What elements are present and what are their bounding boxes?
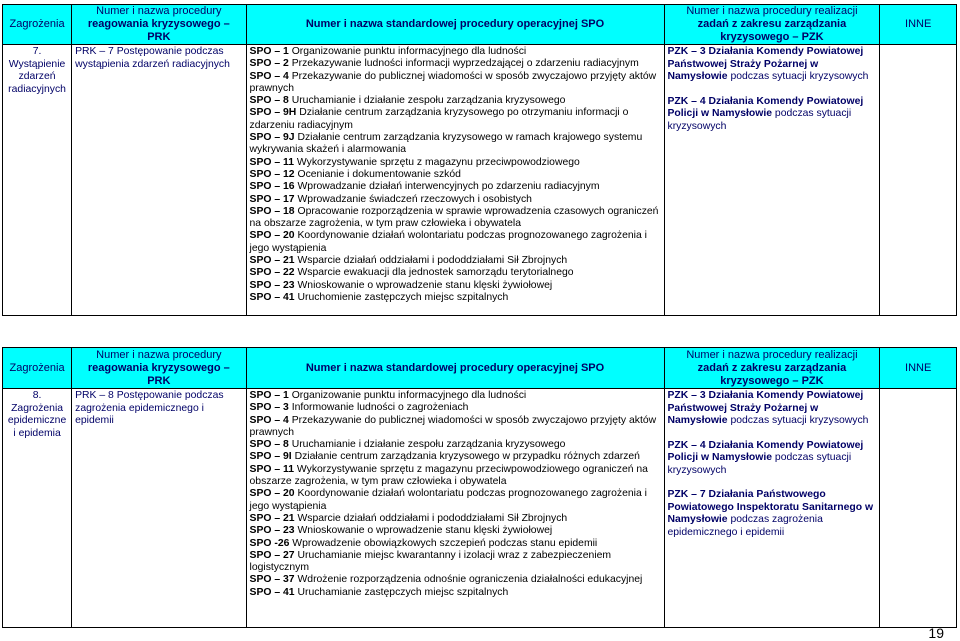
spo-item [250, 550, 661, 575]
table-row [3, 45, 957, 316]
pzk-item [668, 96, 877, 134]
spo-text: Wsparcie ewakuacji dla jednostek samorządu terytorialnego [294, 267, 574, 279]
page-number: 19 [928, 625, 944, 641]
zagrozenie-cell: 7. Wystąpienie zdarzeń radiacyjnych [3, 45, 72, 316]
spo-code: SPO – 21 [249, 255, 295, 267]
spo-item [250, 255, 661, 267]
spo-text: Uruchomienie zastępczych miejsc szpitalnych [294, 291, 509, 303]
spo-code: SPO – 3 [249, 402, 289, 414]
spo-code: SPO – 23 [249, 279, 295, 291]
spo-text: Ocenianie i dokumentowanie szkód [294, 168, 461, 180]
spo-text: Przekazywanie do publicznej wiadomości w sposób zwyczajowo przyjęty aktów prawnych [249, 70, 657, 94]
header-row [3, 5, 957, 45]
pzk-text: podczas sytuacji kryzysowych [667, 108, 852, 132]
spo-code: SPO -26 [249, 537, 290, 549]
spo-item [250, 46, 661, 58]
spo-text: Wnioskowanie o wprowadzenie stanu klęski żywiołowej [294, 279, 553, 291]
table-row [3, 389, 957, 628]
spo-code: SPO – 18 [249, 205, 295, 217]
header-pzk: Numer i nazwa procedury realizacji zadań z zakresu zarządzania kryzysowego – PZK [664, 348, 880, 389]
spo-item [250, 230, 661, 255]
spo-item [250, 439, 661, 451]
spo-item [250, 538, 661, 550]
header-inne: INNE [880, 348, 957, 389]
spo-code: SPO – 2 [249, 58, 289, 70]
pzk-cell [664, 45, 880, 316]
pzk-title: PZK – 3 Działania Komendy Powiatowej Państwowej Straży Pożarnej w Namysłowie [667, 390, 864, 426]
spo-item [250, 488, 661, 513]
spo-text: Uruchamianie i działanie zespołu zarządzania kryzysowego [288, 95, 566, 107]
spo-item [250, 402, 661, 414]
pzk-text: podczas zagrożenia epidemicznego i epidemii [667, 514, 823, 538]
spo-code: SPO – 4 [249, 414, 289, 426]
pzk-cell [664, 389, 880, 628]
spo-item [250, 513, 661, 525]
inne-cell [880, 45, 957, 316]
spo-code: SPO – 4 [249, 70, 289, 82]
spo-item [250, 95, 661, 107]
spo-text: Koordynowanie działań wolontariatu podczas prognozowanego zagrożenia i jego wystąpienia [249, 230, 647, 254]
pzk-item [668, 440, 877, 478]
spo-code: SPO – 27 [249, 549, 295, 561]
spo-code: SPO – 9J [249, 132, 295, 144]
spo-code: SPO – 8 [249, 95, 289, 107]
spo-text: Działanie centrum zarządzania kryzysowego po otrzymaniu informacji o zdarzeniu radiacyjnym [249, 107, 629, 131]
spo-item [250, 206, 661, 231]
spo-code: SPO – 20 [249, 230, 295, 242]
procedures-table-epidemic [2, 347, 957, 628]
spo-item [250, 107, 661, 132]
spo-text: Wsparcie działań oddziałami i pododdziałami Sił Zbrojnych [294, 255, 568, 267]
inne-cell [880, 389, 957, 628]
spo-item [250, 415, 661, 440]
pzk-item [668, 489, 877, 539]
spo-item [250, 390, 661, 402]
pzk-title: PZK – 4 Działania Komendy Powiatowej Policji w Namysłowie [667, 95, 864, 119]
prk-cell: PRK – 8 Postępowanie podczas zagrożenia epidemicznego i epidemii [72, 389, 246, 628]
procedures-table-radiation [2, 4, 957, 316]
spo-cell [246, 389, 664, 628]
spo-text: Opracowanie rozporządzenia w sprawie wprowadzenia czasowych ograniczeń na obszarze zagrożenia, w tym praw człowieka i obywatela [249, 205, 659, 230]
spo-item [250, 525, 661, 537]
spo-text: Przekazywanie do publicznej wiadomości w sposób zwyczajowo przyjęty aktów prawnych [249, 414, 657, 438]
spo-code: SPO – 16 [249, 181, 295, 193]
pzk-item [668, 46, 877, 84]
spo-code: SPO – 11 [249, 156, 295, 168]
spo-text: Organizowanie punktu informacyjnego dla ludności [288, 390, 527, 401]
spo-item [250, 451, 661, 463]
spo-code: SPO – 8 [249, 439, 289, 451]
spo-text: Wykorzystywanie sprzętu z magazynu przeciwpowodziowego ograniczeń na obszarze zagrożenia, w tym praw człowieka i obywatela [249, 463, 648, 488]
spo-item [250, 58, 661, 70]
spo-text: Organizowanie punktu informacyjnego dla ludności [288, 46, 527, 57]
pzk-text: podczas sytuacji kryzysowych [667, 452, 852, 476]
spo-code: SPO – 9H [249, 107, 297, 119]
spo-text: Informowanie ludności o zagrożeniach [288, 402, 469, 414]
spo-item [250, 280, 661, 292]
spo-code: SPO – 41 [249, 586, 295, 598]
spo-code: SPO – 12 [249, 168, 295, 180]
spo-item [250, 169, 661, 181]
spo-item [250, 574, 661, 586]
spo-text: Wykorzystywanie sprzętu z magazynu przeciwpowodziowego [294, 156, 580, 168]
spo-code: SPO – 11 [249, 463, 295, 475]
zagrozenie-cell: 8. Zagrożenia epidemiczne i epidemia [3, 389, 72, 628]
prk-cell: PRK – 7 Postępowanie podczas wystąpienia zdarzeń radiacyjnych [72, 45, 246, 316]
spo-code: SPO – 21 [249, 512, 295, 524]
pzk-title: PZK – 7 Działania Państwowego Powiatowego Inspektoratu Sanitarnego w Namysłowie [667, 489, 874, 525]
spo-text: Uruchamianie miejsc kwarantanny i izolacji wraz z zabezpieczeniem logistycznym [249, 549, 612, 574]
spo-text: Przekazywanie ludności informacji wyprzedzającej o zdarzeniu radiacyjnym [288, 58, 639, 70]
spo-text: Wnioskowanie o wprowadzenie stanu klęski żywiołowej [294, 525, 553, 537]
spo-text: Działanie centrum zarządzania kryzysowego w ramach krajowego systemu wykrywania skażeń i alarmowania [249, 132, 643, 156]
spo-item [250, 587, 661, 599]
header-zagrozenia: Zagrożenia [3, 348, 72, 389]
spo-text: Uruchamianie i działanie zespołu zarządzania kryzysowego [288, 439, 566, 451]
spo-code: SPO – 37 [249, 574, 295, 586]
spo-text: Działanie centrum zarządzania kryzysowego w przypadku różnych zdarzeń [291, 451, 640, 463]
spo-code: SPO – 1 [249, 46, 289, 57]
spo-code: SPO – 23 [249, 525, 295, 537]
spo-text: Uruchamianie zastępczych miejsc szpitalnych [294, 586, 509, 598]
spo-code: SPO – 1 [249, 390, 289, 401]
spo-code: SPO – 20 [249, 488, 295, 500]
header-spo: Numer i nazwa standardowej procedury operacyjnej SPO [246, 5, 664, 45]
spo-item [250, 132, 661, 157]
spo-code: SPO – 17 [249, 193, 295, 205]
header-pzk: Numer i nazwa procedury realizacji zadań z zakresu zarządzania kryzysowego – PZK [664, 5, 880, 45]
pzk-title: PZK – 4 Działania Komendy Powiatowej Policji w Namysłowie [667, 439, 864, 463]
pzk-text: podczas sytuacji kryzysowych [727, 415, 869, 426]
spo-code: SPO – 22 [249, 267, 295, 279]
spo-item [250, 157, 661, 169]
spo-text: Wdrożenie rozporządzenia odnośnie ograniczenia działalności edukacyjnej [294, 574, 643, 586]
spo-item [250, 267, 661, 279]
spo-text: Wprowadzanie świadczeń rzeczowych i osobistych [294, 193, 532, 205]
spo-text: Wsparcie działań oddziałami i pododdziałami Sił Zbrojnych [294, 512, 568, 524]
spo-item [250, 71, 661, 96]
spo-text: Koordynowanie działań wolontariatu podczas prognozowanego zagrożenia i jego wystąpienia [249, 488, 647, 512]
spo-cell [246, 45, 664, 316]
header-prk: Numer i nazwa procedury reagowania kryzysowego – PRK [72, 348, 246, 389]
header-inne: INNE [880, 5, 957, 45]
spo-item [250, 292, 661, 304]
spo-item [250, 464, 661, 489]
spo-code: SPO – 9I [249, 451, 292, 463]
spo-code: SPO – 41 [249, 291, 295, 303]
header-spo: Numer i nazwa standardowej procedury operacyjnej SPO [246, 348, 664, 389]
header-row [3, 348, 957, 389]
pzk-item [668, 390, 877, 428]
pzk-text: podczas sytuacji kryzysowych [727, 71, 869, 82]
header-zagrozenia: Zagrożenia [3, 5, 72, 45]
pzk-title: PZK – 3 Działania Komendy Powiatowej Państwowej Straży Pożarnej w Namysłowie [667, 46, 864, 82]
spo-item [250, 181, 661, 193]
spo-text: Wprowadzanie działań interwencyjnych po zdarzeniu radiacyjnym [294, 181, 600, 193]
spo-item [250, 194, 661, 206]
header-prk: Numer i nazwa procedury reagowania kryzysowego – PRK [72, 5, 246, 45]
spo-text: Wprowadzenie obowiązkowych szczepień podczas stanu epidemii [289, 537, 598, 549]
